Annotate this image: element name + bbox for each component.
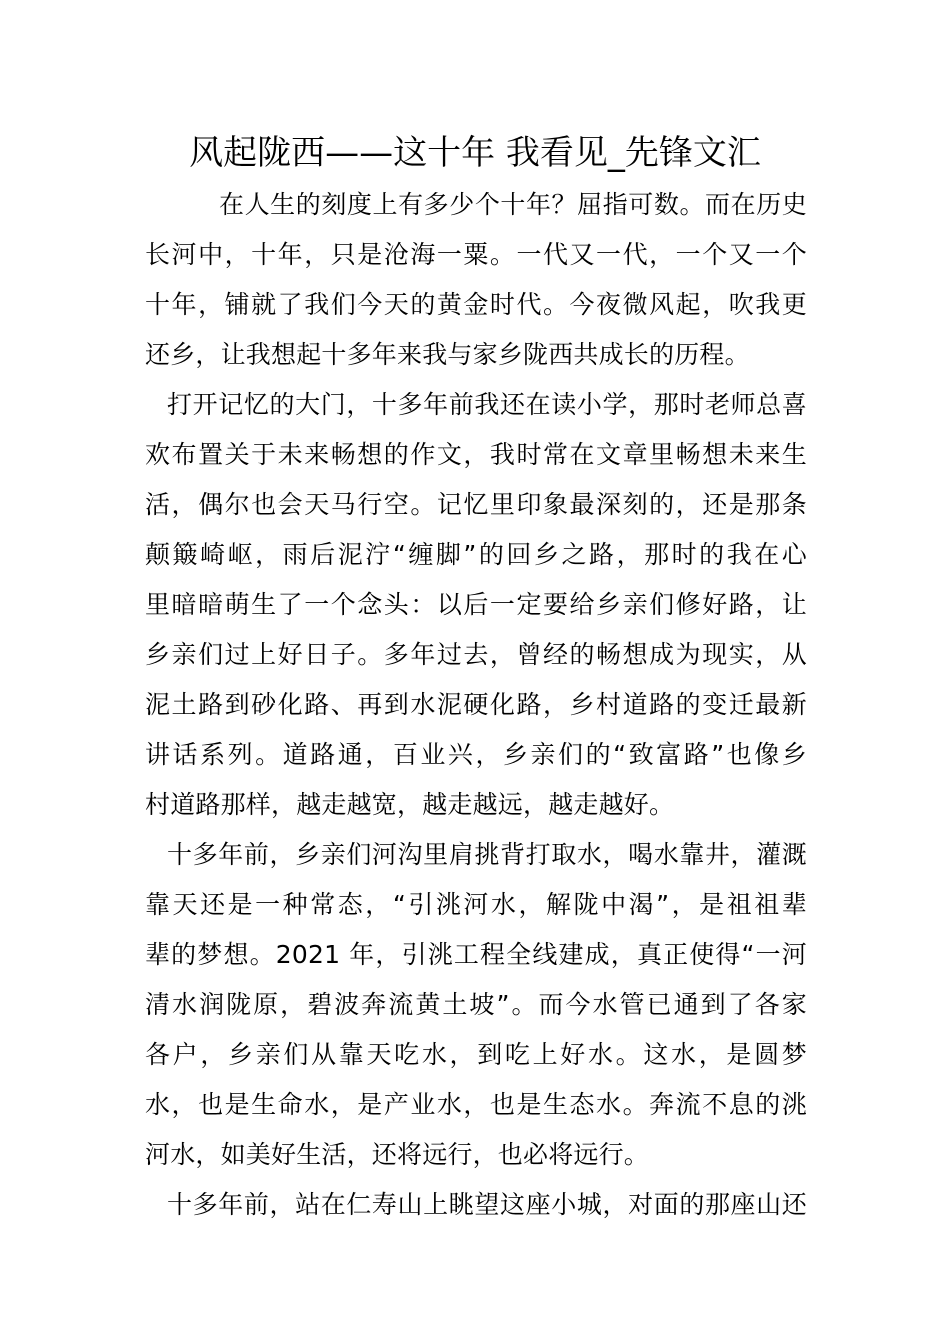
text-line: 欢布置关于未来畅想的作文，我时常在文章里畅想未来生 — [145, 440, 807, 469]
text-line: 十多年前，站在仁寿山上眺望这座小城，对面的那座山还 — [167, 1190, 807, 1219]
text-line: 各户，乡亲们从靠天吃水，到吃上好水。这水，是圆梦 — [145, 1040, 807, 1069]
paragraph-2 — [145, 380, 807, 830]
text-line: 泥土路到砂化路、再到水泥硬化路，乡村道路的变迁最新 — [145, 690, 807, 719]
text-line: 村道路那样，越走越宽，越走越远，越走越好。 — [145, 790, 675, 819]
text-line: 靠天还是一种常态，“引洮河水，解陇中渴”，是祖祖辈 — [145, 890, 807, 919]
paragraph-4 — [145, 1180, 807, 1230]
text-line: 长河中，十年，只是沧海一粟。一代又一代，一个又一个 — [145, 240, 807, 269]
text-line: 清水润陇原，碧波奔流黄土坡”。而今水管已通到了各家 — [145, 990, 807, 1019]
text-line: 在人生的刻度上有多少个十年？屈指可数。而在历史 — [219, 190, 807, 219]
text-line: 河水，如美好生活，还将远行，也必将远行。 — [145, 1140, 650, 1169]
text-line: 十年，铺就了我们今天的黄金时代。今夜微风起，吹我更 — [145, 290, 807, 319]
text-line: 辈的梦想。2021 年，引洮工程全线建成，真正使得“一河 — [145, 940, 807, 969]
text-line: 活，偶尔也会天马行空。记忆里印象最深刻的，还是那条 — [145, 490, 807, 519]
text-line: 里暗暗萌生了一个念头：以后一定要给乡亲们修好路，让 — [145, 590, 807, 619]
text-line: 乡亲们过上好日子。多年过去，曾经的畅想成为现实，从 — [145, 640, 807, 669]
text-line: 十多年前，乡亲们河沟里肩挑背打取水，喝水靠井，灌溉 — [167, 840, 807, 869]
text-line: 打开记忆的大门，十多年前我还在读小学，那时老师总喜 — [167, 390, 807, 419]
paragraph-3 — [145, 830, 807, 1180]
text-line: 水，也是生命水，是产业水，也是生态水。奔流不息的洮 — [145, 1090, 807, 1119]
text-line: 讲话系列。道路通，百业兴，乡亲们的“致富路”也像乡 — [145, 740, 807, 769]
text-line: 还乡，让我想起十多年来我与家乡陇西共成长的历程。 — [145, 340, 750, 369]
document-body — [145, 180, 807, 1230]
text-line: 颠簸崎岖，雨后泥泞“缠脚”的回乡之路，那时的我在心 — [145, 540, 807, 569]
document-title: 风起陇西——这十年 我看见_先锋文汇 — [189, 133, 761, 173]
paragraph-1 — [145, 180, 807, 380]
